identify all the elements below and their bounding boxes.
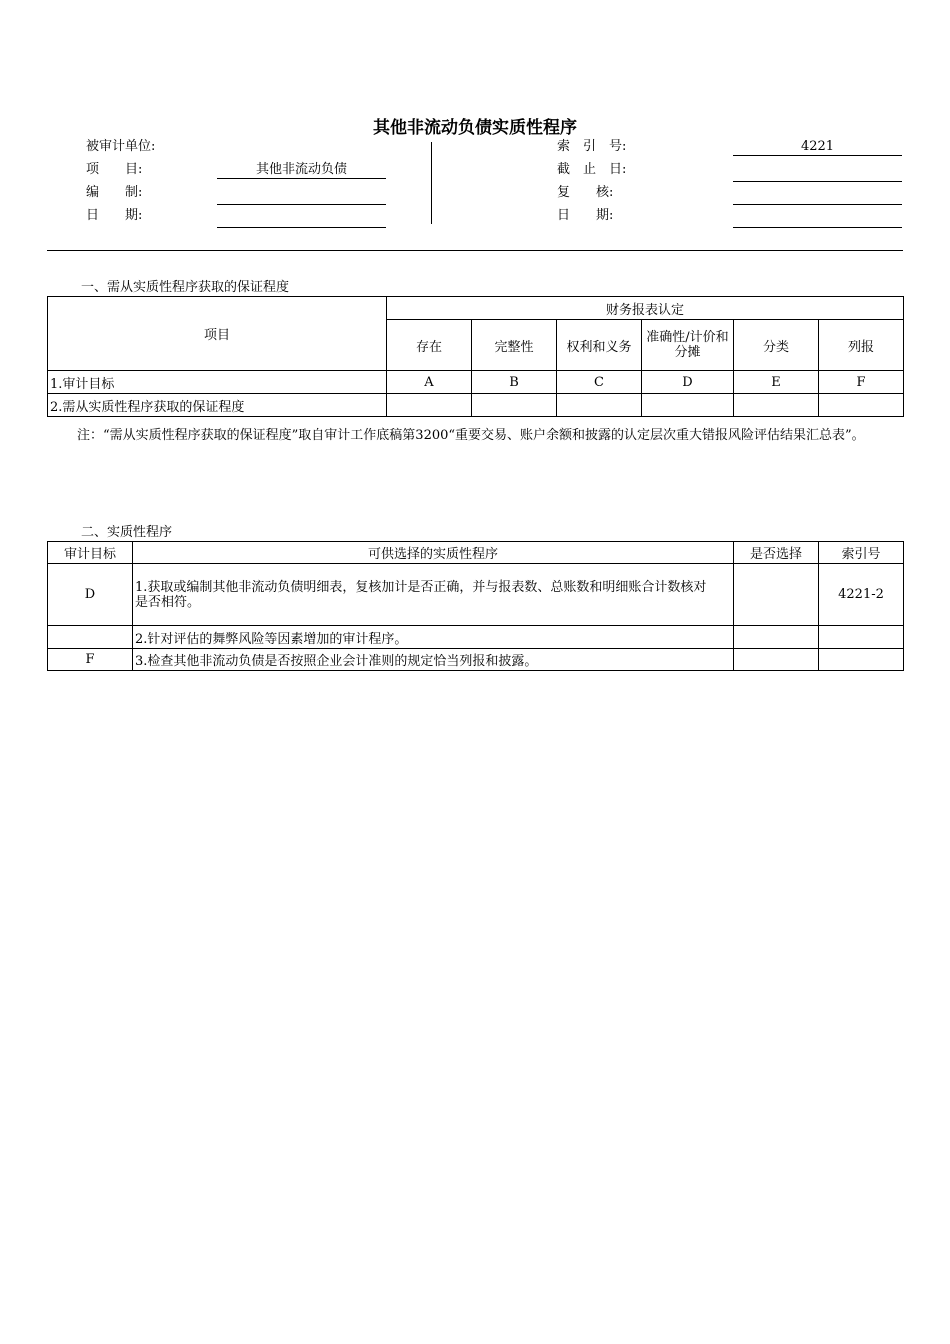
- date-label: 日 期:: [86, 208, 143, 223]
- procedure-index[interactable]: [819, 649, 904, 671]
- date-field[interactable]: [217, 211, 386, 228]
- table-cell[interactable]: F: [819, 371, 904, 394]
- table-cell[interactable]: A: [387, 371, 472, 394]
- col-header-procedure: 可供选择的实质性程序: [133, 542, 734, 564]
- header-rule: [47, 250, 903, 251]
- cutoff-field[interactable]: [733, 165, 902, 182]
- index-label: 索 引 号:: [557, 139, 627, 154]
- col-header-target: 审计目标: [48, 542, 133, 564]
- procedure-index[interactable]: 4221-2: [819, 564, 904, 626]
- section1-heading: 一、需从实质性程序获取的保证程度: [81, 280, 290, 295]
- table-cell[interactable]: [819, 394, 904, 417]
- cutoff-label: 截 止 日:: [557, 162, 627, 177]
- procedures-table: [47, 541, 904, 671]
- group-header-assertions: 财务报表认定: [387, 297, 904, 320]
- col-header-index: 索引号: [819, 542, 904, 564]
- item-field[interactable]: 其他非流动负债: [217, 162, 386, 179]
- col-header-existence: 存在: [387, 320, 472, 371]
- procedure-target: F: [48, 649, 133, 671]
- table-cell[interactable]: C: [557, 371, 642, 394]
- procedure-text: 1.获取或编制其他非流动负债明细表，复核加计是否正确，并与报表数、总账数和明细账合计数核对是否相符。: [133, 564, 734, 626]
- section1-note: 注：“需从实质性程序获取的保证程度”取自审计工作底稿第3200“重要交易、账户余额和披露的认定层次重大错报风险评估结果汇总表”。: [77, 428, 865, 443]
- review-label: 复 核:: [557, 185, 614, 200]
- procedure-selected[interactable]: [734, 626, 819, 649]
- audited-unit-label: 被审计单位:: [86, 139, 156, 154]
- col-header-accuracy: 准确性/计价和分摊: [642, 320, 734, 371]
- procedure-selected[interactable]: [734, 649, 819, 671]
- procedure-target: [48, 626, 133, 649]
- table-cell[interactable]: E: [734, 371, 819, 394]
- col-header-selected: 是否选择: [734, 542, 819, 564]
- row-label: 1.审计目标: [48, 371, 387, 394]
- header-divider: [431, 142, 432, 224]
- page-title: 其他非流动负债实质性程序: [373, 118, 577, 138]
- section2-heading: 二、实质性程序: [81, 525, 173, 540]
- date2-field[interactable]: [733, 211, 902, 228]
- date2-label: 日 期:: [557, 208, 614, 223]
- index-field[interactable]: 4221: [733, 139, 902, 156]
- procedure-selected[interactable]: [734, 564, 819, 626]
- col-header-completeness: 完整性: [472, 320, 557, 371]
- table-cell[interactable]: [387, 394, 472, 417]
- col-header-rights: 权利和义务: [557, 320, 642, 371]
- table-cell[interactable]: [734, 394, 819, 417]
- prepared-label: 编 制:: [86, 185, 143, 200]
- item-label: 项 目:: [86, 162, 143, 177]
- procedure-index[interactable]: [819, 626, 904, 649]
- table-cell[interactable]: [472, 394, 557, 417]
- table-cell[interactable]: [557, 394, 642, 417]
- table-cell[interactable]: [642, 394, 734, 417]
- table-cell[interactable]: D: [642, 371, 734, 394]
- review-field[interactable]: [733, 188, 902, 205]
- procedure-text: 3.检查其他非流动负债是否按照企业会计准则的规定恰当列报和披露。: [133, 649, 734, 671]
- assurance-table: [47, 296, 904, 417]
- procedure-target: D: [48, 564, 133, 626]
- table-cell[interactable]: B: [472, 371, 557, 394]
- col-header-presentation: 列报: [819, 320, 904, 371]
- procedure-text: 2.针对评估的舞弊风险等因素增加的审计程序。: [133, 626, 734, 649]
- col-header-classification: 分类: [734, 320, 819, 371]
- row-label: 2.需从实质性程序获取的保证程度: [48, 394, 387, 417]
- prepared-field[interactable]: [217, 188, 386, 205]
- col-header-item: 项目: [48, 297, 387, 371]
